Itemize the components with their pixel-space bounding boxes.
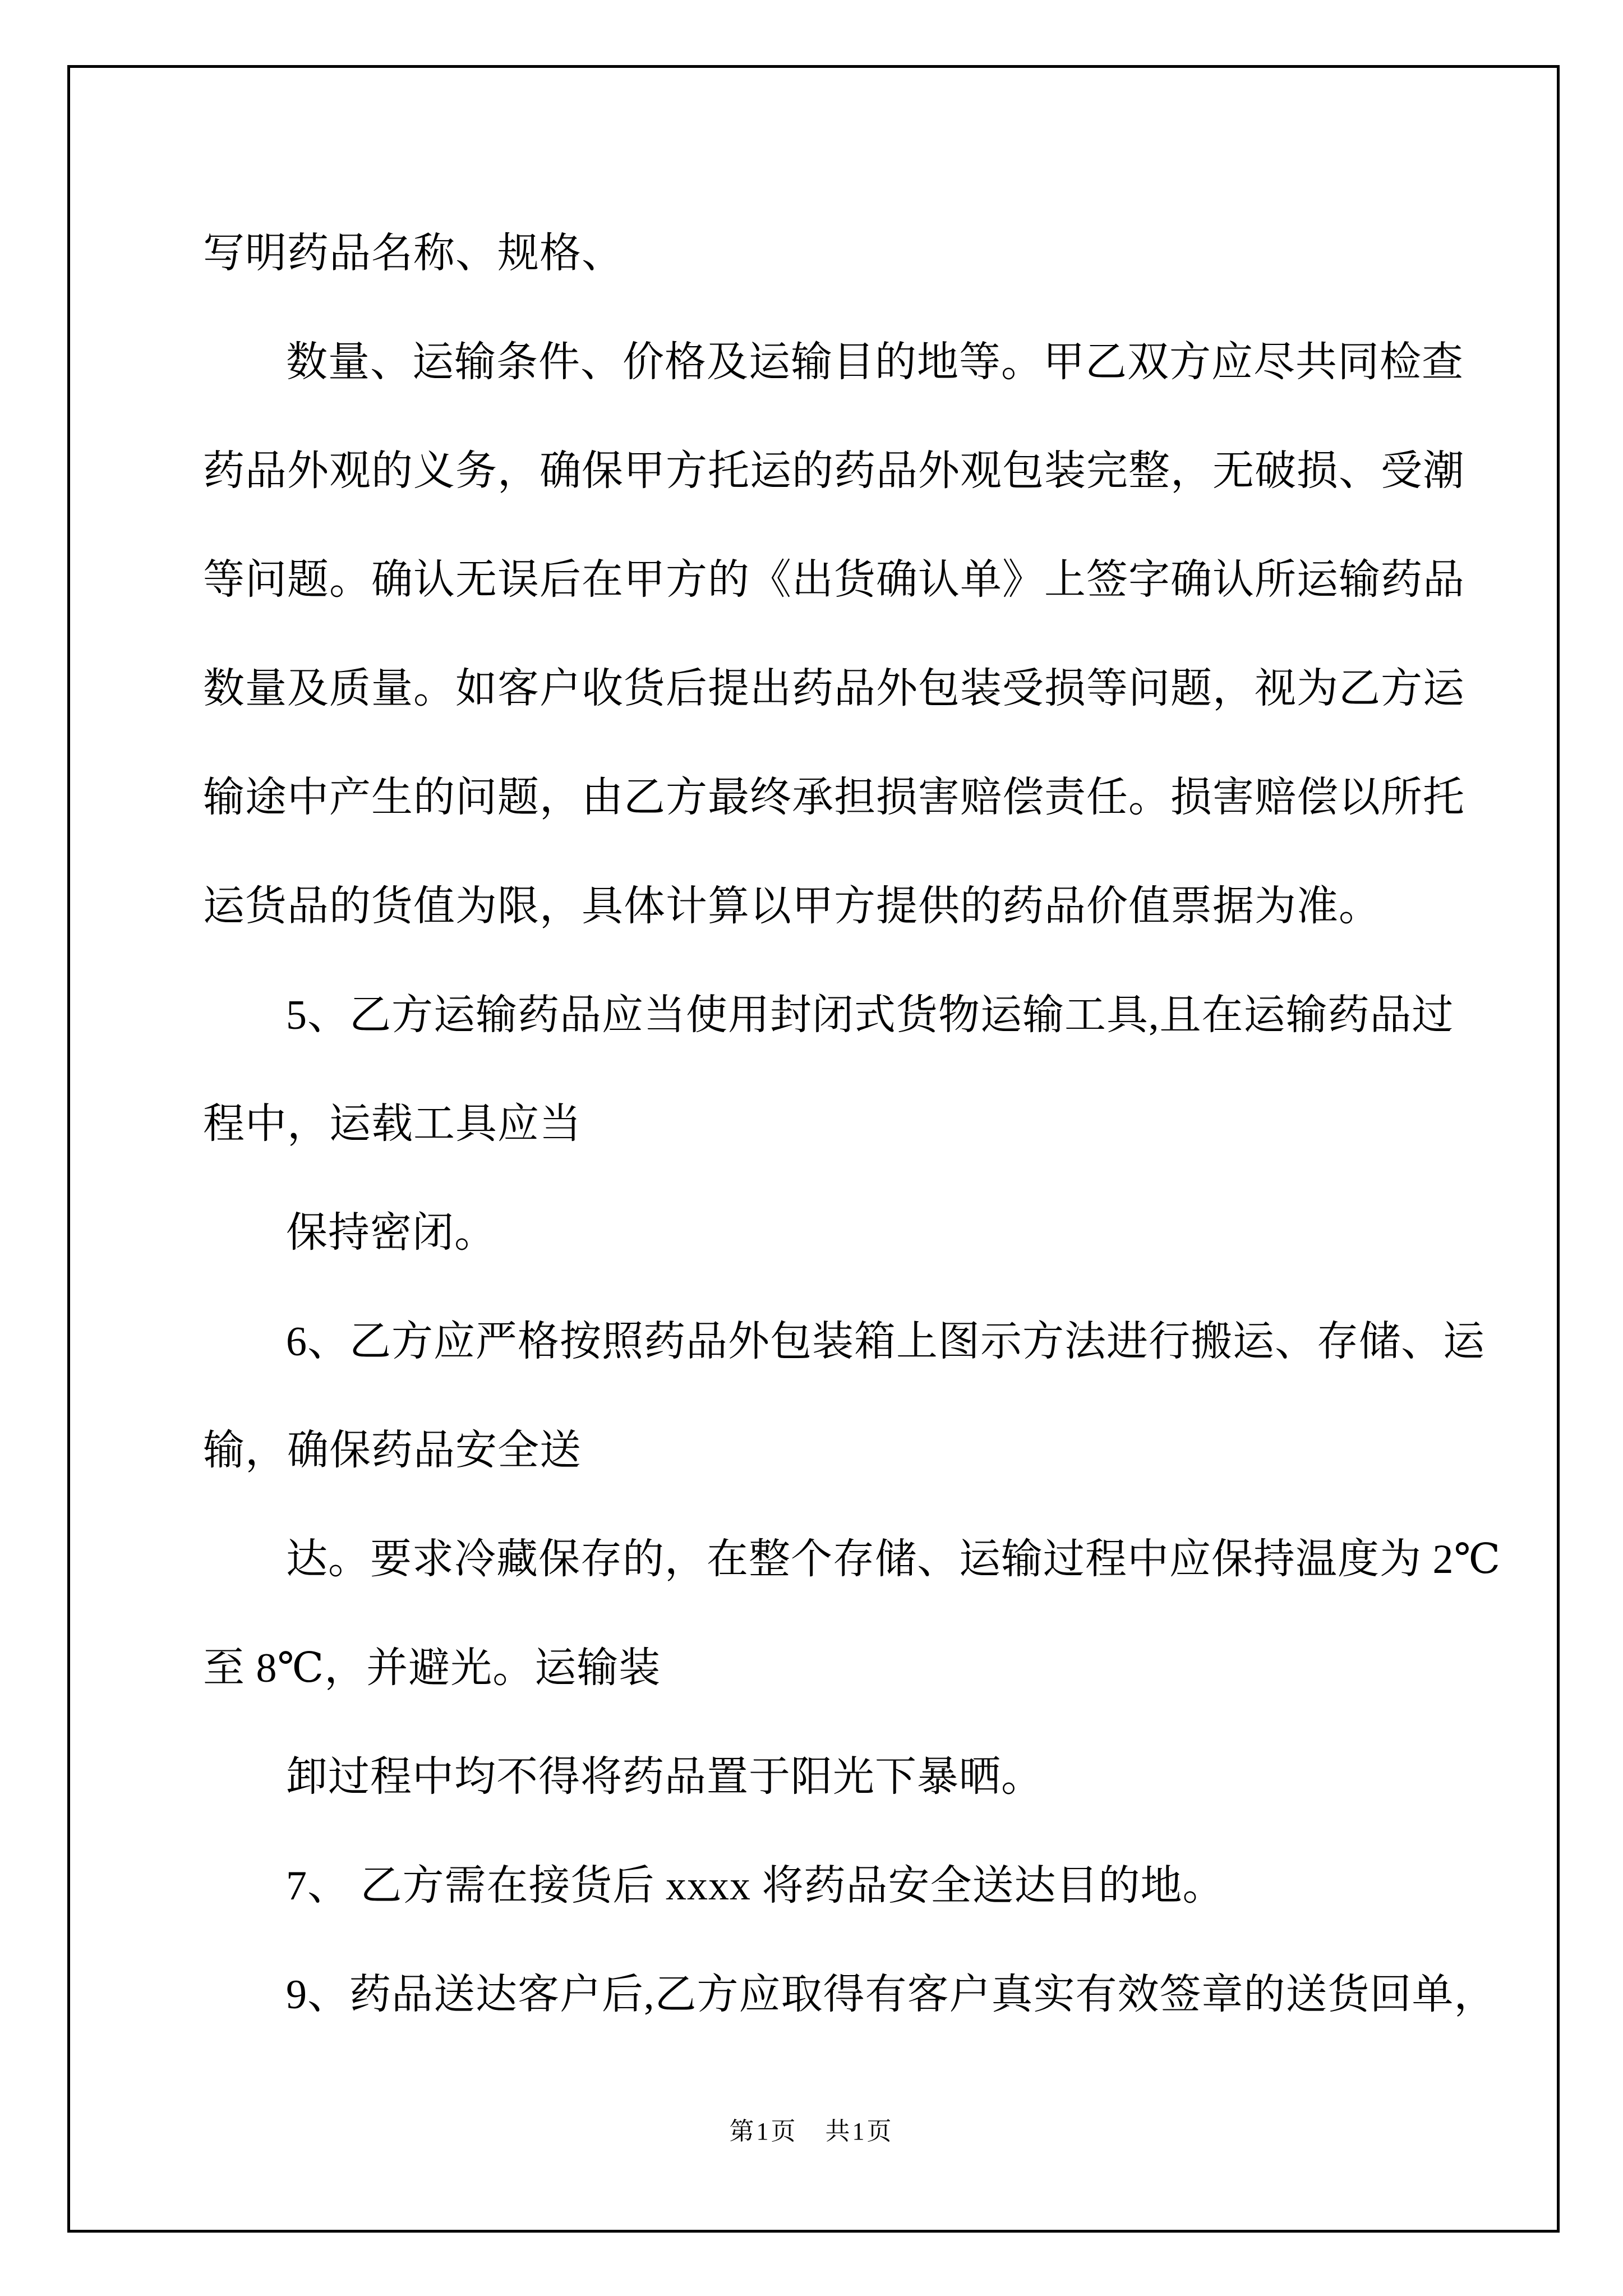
document-line: 卸过程中均不得将药品置于阳光下暴晒。 — [286, 1754, 1043, 1800]
document-line: 输，确保药品安全送 — [203, 1428, 582, 1474]
document-line: 程中，运载工具应当 — [203, 1101, 582, 1147]
document-line: 6、乙方应严格按照药品外包装箱上图示方法进行搬运、存储、运 — [286, 1319, 1485, 1365]
document-line: 写明药品名称、规格、 — [203, 231, 624, 277]
document-line: 至 8℃，并避光。运输装 — [203, 1645, 661, 1691]
document-line: 数量及质量。如客户收货后提出药品外包装受损等问题，视为乙方运 — [203, 666, 1465, 712]
document-line: 达。要求冷藏保存的，在整个存储、运输过程中应保持温度为 2℃ — [286, 1536, 1501, 1582]
document-line: 5、乙方运输药品应当使用封闭式货物运输工具,且在运输药品过 — [286, 992, 1454, 1038]
document-body-text — [203, 199, 1540, 2049]
page-number-footer: 第1页 共1页 — [729, 2118, 894, 2145]
document-line: 保持密闭。 — [286, 1210, 496, 1256]
document-line: 9、药品送达客户后,乙方应取得有客户真实有效签章的送货回单， — [286, 1972, 1496, 2018]
document-line: 7、 乙方需在接货后 xxxx 将药品安全送达目的地。 — [286, 1863, 1225, 1909]
document-line: 数量、运输条件、价格及运输目的地等。甲乙双方应尽共同检查 — [286, 339, 1464, 385]
page-border-frame — [67, 65, 1560, 2233]
document-line: 等问题。确认无误后在甲方的《出货确认单》上签字确认所运输药品 — [203, 557, 1465, 603]
document-line: 输途中产生的问题，由乙方最终承担损害赔偿责任。损害赔偿以所托 — [203, 775, 1465, 821]
document-line: 药品外观的义务，确保甲方托运的药品外观包装完整，无破损、受潮 — [203, 448, 1465, 494]
document-line: 运货品的货值为限，具体计算以甲方提供的药品价值票据为准。 — [203, 884, 1381, 930]
